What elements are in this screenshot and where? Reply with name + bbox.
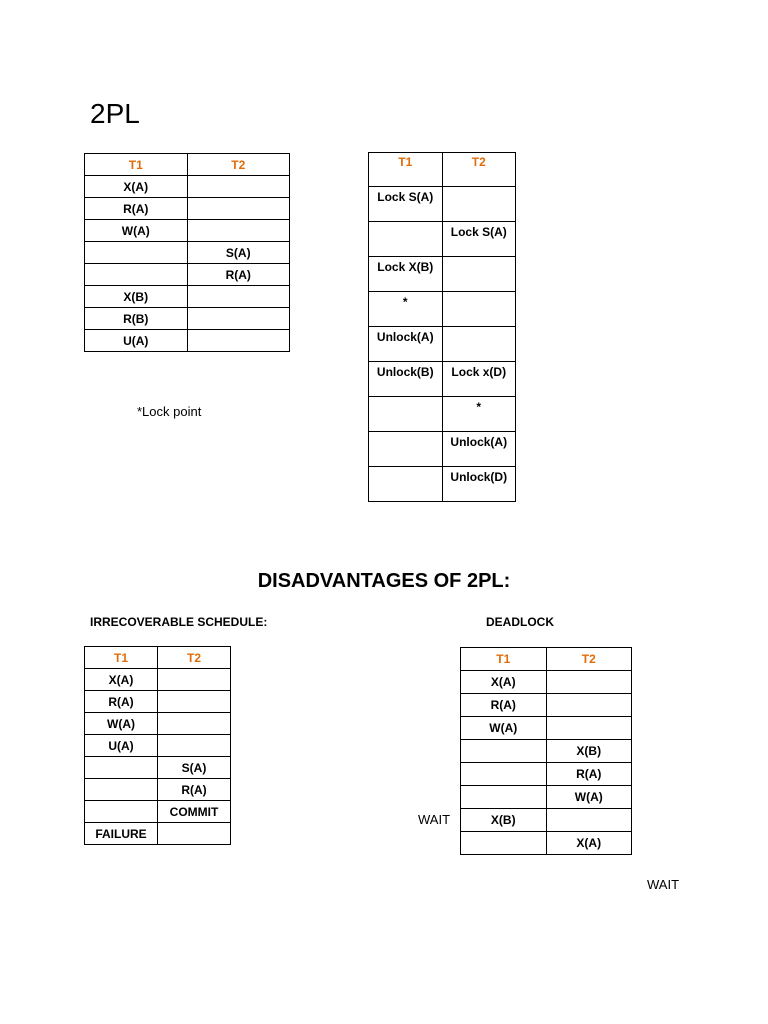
cell-t2 [158,735,231,757]
cell-t1 [85,242,188,264]
cell-t2: Unlock(D) [442,467,516,502]
table-row [85,242,290,264]
cell-t2: S(A) [158,757,231,779]
table-row [461,694,632,717]
cell-t1 [85,757,158,779]
table-row [85,779,231,801]
table-irrecoverable [84,646,231,845]
section-heading: DISADVANTAGES OF 2PL: [257,570,511,592]
cell-t2: X(B) [546,740,632,763]
table-row [369,467,516,502]
cell-t2: Lock S(A) [442,222,516,257]
table-deadlock [460,647,632,855]
table-row [85,669,231,691]
table-2pl-locks [368,152,516,502]
column-header-t2: T2 [158,647,231,669]
cell-t2 [546,809,632,832]
table-row [461,832,632,855]
cell-t1: Unlock(A) [369,327,443,362]
cell-t2 [442,257,516,292]
cell-t1 [85,801,158,823]
table-row [369,257,516,292]
table-row [369,187,516,222]
cell-t1 [461,763,547,786]
cell-t2 [158,823,231,845]
table-row [369,327,516,362]
page-title: 2PL [90,98,140,129]
cell-t2 [158,691,231,713]
cell-t1: X(B) [85,286,188,308]
cell-t1: U(A) [85,735,158,757]
table-row [85,691,231,713]
cell-t1: FAILURE [85,823,158,845]
cell-t2 [442,292,516,327]
table-row [369,432,516,467]
cell-t1 [369,222,443,257]
table-row [85,713,231,735]
cell-t1: X(B) [461,809,547,832]
cell-t1: * [369,292,443,327]
table-row [85,823,231,845]
table-row [369,222,516,257]
cell-t2 [187,198,290,220]
table-row [461,671,632,694]
table-row [85,308,290,330]
cell-t1: R(B) [85,308,188,330]
column-header-t2: T2 [187,154,290,176]
cell-t1 [85,264,188,286]
cell-t2: Lock x(D) [442,362,516,397]
cell-t2: R(A) [546,763,632,786]
cell-t2: R(A) [187,264,290,286]
table-row [85,757,231,779]
cell-t1: Unlock(B) [369,362,443,397]
cell-t2 [442,187,516,222]
table-row [461,717,632,740]
cell-t2: W(A) [546,786,632,809]
cell-t2 [187,176,290,198]
cell-t2 [546,694,632,717]
cell-t2 [187,220,290,242]
cell-t1: R(A) [461,694,547,717]
table-row [85,801,231,823]
table-2pl-basic [84,153,290,352]
column-header-t1: T1 [85,154,188,176]
table-row [85,330,290,352]
cell-t2 [546,717,632,740]
column-header-t1: T1 [461,648,547,671]
cell-t1 [369,467,443,502]
table-row [85,176,290,198]
cell-t1: R(A) [85,691,158,713]
cell-t2 [187,308,290,330]
cell-t1 [369,397,443,432]
cell-t2 [546,671,632,694]
cell-t1 [461,786,547,809]
cell-t2 [158,713,231,735]
cell-t1 [369,432,443,467]
cell-t1: W(A) [461,717,547,740]
cell-t2: R(A) [158,779,231,801]
lock-point-note: *Lock point [137,404,202,419]
wait-label-t2: WAIT [647,877,680,892]
table-row [461,763,632,786]
cell-t2: X(A) [546,832,632,855]
cell-t2: Unlock(A) [442,432,516,467]
table-row [85,286,290,308]
table-row [85,735,231,757]
cell-t2 [442,327,516,362]
table-row [461,740,632,763]
deadlock-label: DEADLOCK [486,615,554,629]
cell-t2: S(A) [187,242,290,264]
cell-t1: R(A) [85,198,188,220]
cell-t1: W(A) [85,713,158,735]
table-row [461,809,632,832]
cell-t1: Lock X(B) [369,257,443,292]
wait-label-t1: WAIT [418,812,451,827]
table-row [369,397,516,432]
irrecoverable-label: IRRECOVERABLE SCHEDULE: [90,615,268,629]
cell-t1: W(A) [85,220,188,242]
table-row [461,786,632,809]
table-row [369,362,516,397]
cell-t2 [187,330,290,352]
cell-t1 [461,740,547,763]
cell-t1: Lock S(A) [369,187,443,222]
cell-t1: X(A) [85,669,158,691]
cell-t2: * [442,397,516,432]
table-row [85,220,290,242]
cell-t2 [158,669,231,691]
column-header-t1: T1 [85,647,158,669]
cell-t2 [187,286,290,308]
cell-t1 [85,779,158,801]
table-row [369,292,516,327]
column-header-t1: T1 [369,153,443,187]
cell-t2: COMMIT [158,801,231,823]
table-row [85,198,290,220]
cell-t1: U(A) [85,330,188,352]
cell-t1 [461,832,547,855]
cell-t1: X(A) [461,671,547,694]
column-header-t2: T2 [442,153,516,187]
column-header-t2: T2 [546,648,632,671]
table-row [85,264,290,286]
cell-t1: X(A) [85,176,188,198]
